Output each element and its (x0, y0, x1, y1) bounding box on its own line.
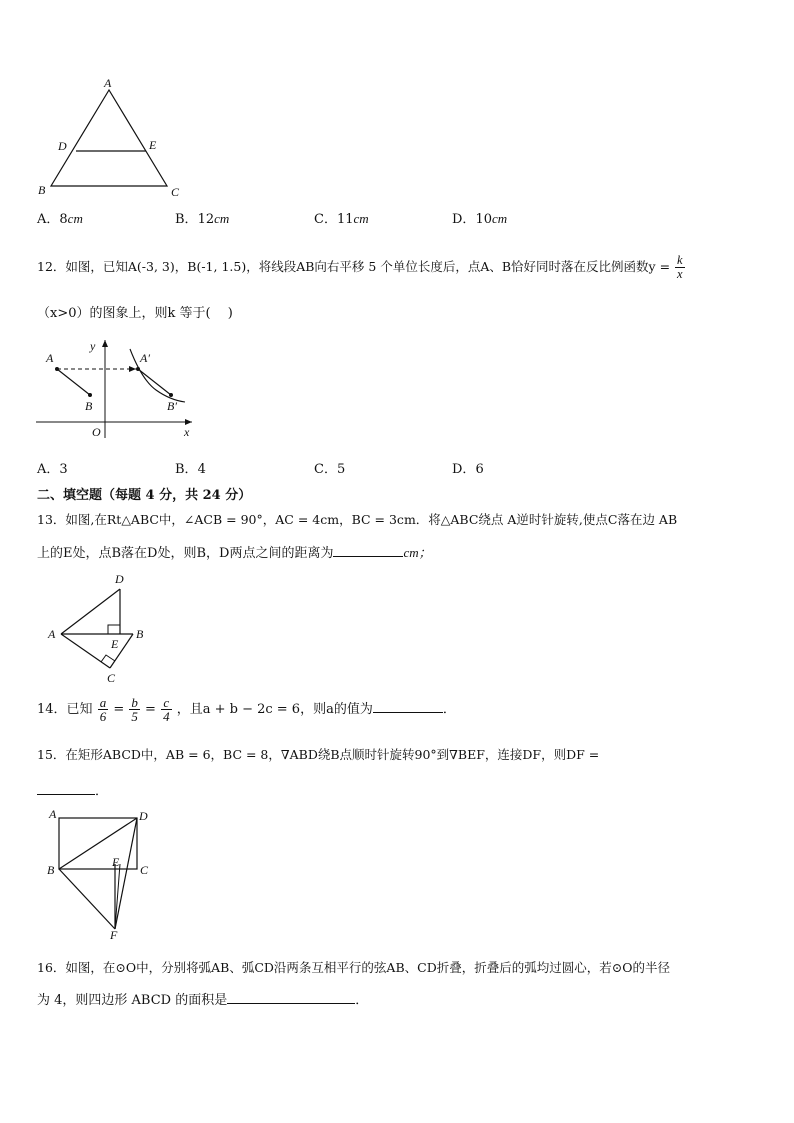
label-o: O (92, 425, 101, 439)
q12-coordinate-figure (30, 332, 210, 444)
fraction-numerator: b (131, 695, 138, 710)
label-e: E (111, 637, 119, 651)
q11-option-a (37, 208, 83, 227)
point-a-prime (136, 367, 140, 371)
q11-option-b (175, 208, 229, 227)
option-letter: D． (452, 462, 476, 477)
option-unit: cm (67, 211, 83, 226)
right-angle-c (101, 655, 115, 662)
label-d: D (115, 572, 124, 586)
option-letter: C． (314, 462, 337, 477)
q11-triangle-figure (30, 74, 200, 204)
label-b: B (47, 863, 55, 877)
option-value: 10 (475, 212, 492, 227)
equals-sign: = (113, 702, 125, 717)
label-b-prime: B′ (167, 399, 177, 413)
section-title: 二、填空题（每题 4 分，共 24 分） (37, 488, 252, 503)
q11-option-d (452, 208, 507, 227)
q14-fraction-c (161, 696, 172, 723)
q14-fraction-a (98, 696, 109, 723)
q16-answer-blank[interactable] (227, 991, 355, 1004)
hyperbola-curve (130, 349, 185, 402)
q12-option-a (37, 458, 68, 477)
label-x: x (184, 425, 190, 439)
segment-bf (59, 869, 115, 929)
label-c: C (171, 185, 180, 199)
q14-answer-blank[interactable] (373, 700, 443, 713)
option-unit: cm (491, 211, 508, 226)
q16-line1: 16．如图，在⊙O中，分别将弧AB、弧CD沿两条互相平行的弦AB、CD折叠，折叠后的弧均过圆心，若⊙O的半径 (37, 960, 670, 975)
label-e: E (149, 138, 157, 152)
option-letter: C． (314, 212, 337, 227)
q14-text: ，且a + b − 2c = 6，则a的值为 (176, 702, 373, 717)
label-a: A (48, 627, 56, 641)
q13-unit: cm； (403, 545, 432, 560)
label-f: F (110, 928, 118, 942)
option-value: 11 (336, 212, 354, 227)
diagonal-bd (59, 818, 137, 869)
fraction-denominator: 6 (99, 709, 107, 724)
q14-line (37, 696, 456, 723)
segment-ac (61, 634, 110, 668)
fraction-numerator: a (99, 695, 107, 710)
q12-line1 (37, 254, 686, 281)
option-value: 3 (59, 462, 68, 477)
q15-answer-blank[interactable] (37, 782, 95, 795)
q16-text: 为 4，则四边形 ABCD 的面积是 (37, 993, 228, 1008)
label-y: y (90, 339, 96, 353)
q15-rectangle-figure (42, 806, 162, 944)
option-letter: B． (175, 212, 198, 227)
fraction-numerator: c (161, 696, 172, 710)
q12-line2: （x>0）的图象上，则k 等于( ) (37, 306, 233, 321)
label-c: C (140, 863, 149, 877)
fraction-denominator: 5 (131, 709, 138, 724)
label-d: D (58, 139, 67, 153)
q14-fraction-b (129, 696, 140, 723)
q13-answer-blank[interactable] (333, 544, 403, 557)
q13-text: 上的E处，点B落在D处，则B，D两点之间的距离为 (37, 546, 334, 561)
label-a-prime: A′ (140, 351, 150, 365)
option-letter: D． (452, 212, 476, 227)
option-value: 8 (59, 212, 68, 227)
fraction-numerator: k (677, 253, 683, 267)
q15-end: ． (95, 784, 109, 799)
q12-option-d (452, 458, 484, 477)
q16-end: ． (355, 993, 369, 1008)
option-letter: A． (37, 212, 60, 227)
option-value: 6 (475, 462, 484, 477)
q14-prefix: 14．已知 (37, 702, 93, 717)
fraction-denominator: 4 (163, 709, 170, 724)
fraction-denominator: x (677, 267, 683, 281)
label-a: A (104, 76, 112, 90)
q15-line1: 15．在矩形ABCD中，AB = 6，BC = 8，∇ABD绕B点顺时针旋转90°到∇BEF，连接DF，则DF = (37, 747, 600, 762)
q14-end: ． (442, 702, 456, 717)
q13-line1: 13．如图,在Rt△ABC中，∠ACB = 90°，AC = 4cm，BC = 3cm．将△ABC绕点 A逆时针旋转,使点C落在边 AB (37, 512, 678, 527)
segment-a2b2 (138, 369, 171, 395)
point-b-prime (169, 393, 173, 397)
q12-option-b (175, 458, 206, 477)
option-value: 4 (197, 462, 206, 477)
equals-sign: = (145, 702, 156, 717)
option-unit: cm (353, 211, 369, 226)
option-unit: cm (214, 211, 230, 226)
q13-rotation-figure (40, 570, 160, 685)
label-d: D (139, 809, 148, 823)
label-b: B (85, 399, 93, 413)
option-value: 12 (197, 212, 215, 227)
right-angle-e (108, 625, 120, 634)
q12-option-c (314, 458, 345, 477)
label-e: E (112, 855, 120, 869)
label-a: A (46, 351, 54, 365)
option-letter: A． (37, 462, 60, 477)
label-b: B (136, 627, 144, 641)
q16-line2 (37, 989, 368, 1008)
label-b: B (38, 183, 46, 197)
option-letter: B． (175, 462, 198, 477)
segment-df (115, 818, 137, 929)
option-value: 5 (336, 462, 346, 477)
q11-option-c (314, 208, 369, 227)
segment-ab (57, 369, 90, 395)
label-c: C (107, 671, 116, 685)
q13-line2 (37, 542, 432, 561)
segment-ad (61, 589, 120, 634)
point-b (88, 393, 92, 397)
q12-text: 12．如图，已知A(-3, 3)，B(-1, 1.5)，将线段AB向右平移 5 个单位长度后，点A、B恰好同时落在反比例函数y = (37, 259, 671, 274)
q15-line2 (37, 780, 108, 799)
q12-fraction (675, 254, 685, 281)
label-a: A (49, 807, 57, 821)
